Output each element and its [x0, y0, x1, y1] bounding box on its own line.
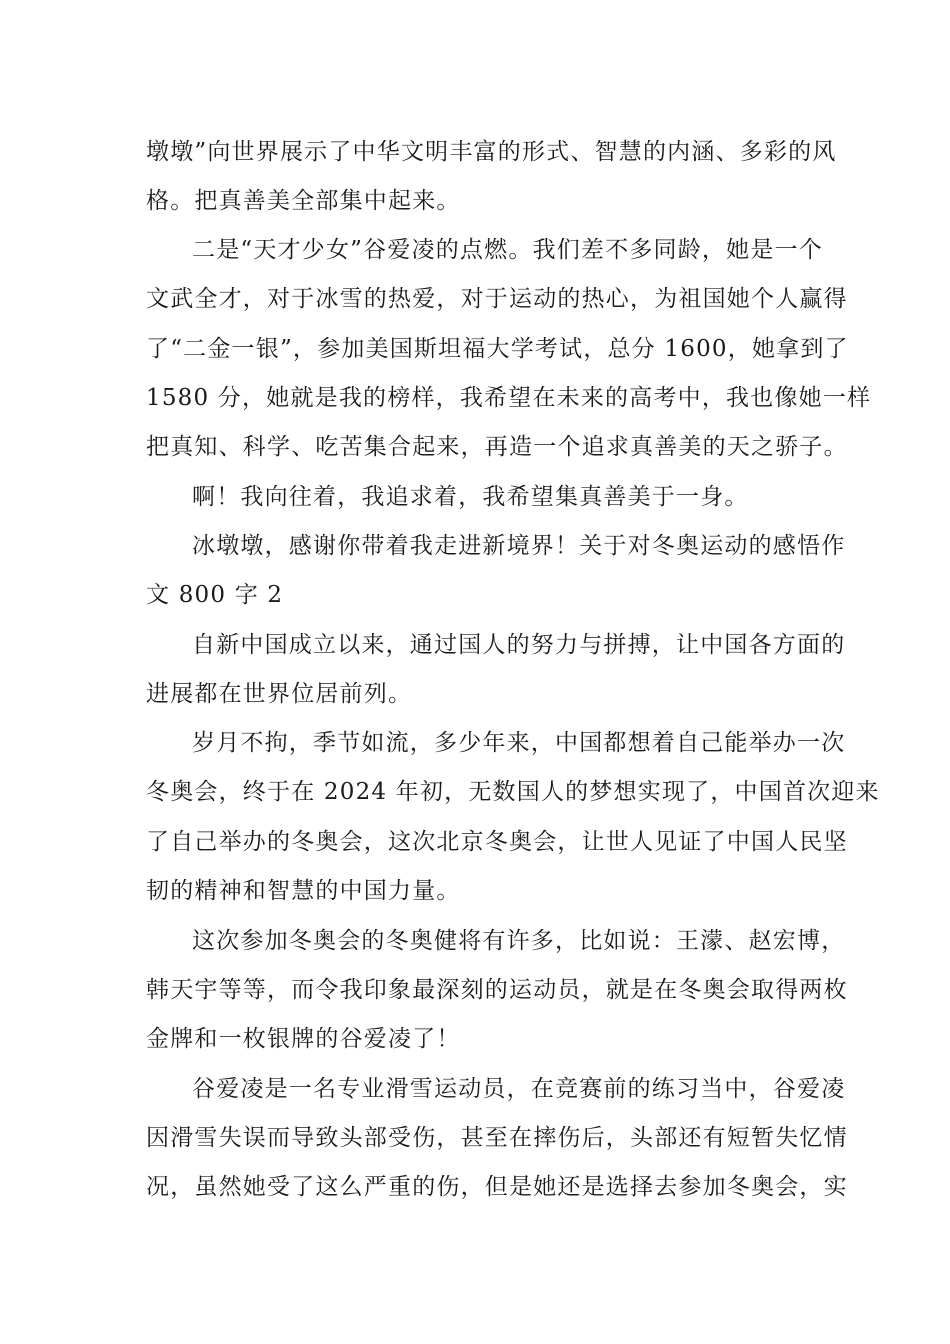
paragraph-start-line: 啊！我向往着，我追求着，我希望集真善美于一身。	[192, 484, 749, 510]
paragraph-start-line: 冰墩墩，感谢你带着我走进新境界！关于对冬奥运动的感悟作	[192, 533, 846, 559]
text-line: 因滑雪失误而导致头部受伤，甚至在摔伤后，头部还有短暂失忆情	[146, 1125, 848, 1151]
text-line: 冬奥会，终于在 2024 年初，无数国人的梦想实现了，中国首次迎来	[146, 779, 880, 805]
text-line: 格。把真善美全部集中起来。	[146, 188, 461, 214]
text-line: 把真知、科学、吃苦集合起来，再造一个追求真善美的天之骄子。	[146, 434, 848, 460]
paragraph-start-line: 二是“天才少女”谷爱凌的点燃。我们差不多同龄，她是一个	[192, 237, 823, 263]
text-line: 韩天宇等等，而令我印象最深刻的运动员，就是在冬奥会取得两枚	[146, 977, 848, 1003]
text-line: 金牌和一枚银牌的谷爱凌了！	[146, 1026, 461, 1052]
text-line: 了“二金一银”，参加美国斯坦福大学考试，总分 1600，她拿到了	[146, 336, 849, 362]
text-line: 墩墩”向世界展示了中华文明丰富的形式、智慧的内涵、多彩的风	[146, 139, 837, 165]
text-line: 文 800 字 2	[146, 582, 284, 608]
paragraph-start-line: 岁月不拘，季节如流，多少年来，中国都想着自己能举办一次	[192, 730, 846, 756]
text-line: 况，虽然她受了这么严重的伤，但是她还是选择去参加冬奥会，实	[146, 1174, 848, 1200]
text-line: 文武全才，对于冰雪的热爱，对于运动的热心，为祖国她个人赢得	[146, 286, 848, 312]
paragraph-start-line: 谷爱凌是一名专业滑雪运动员，在竞赛前的练习当中，谷爱凌	[192, 1076, 846, 1102]
text-line: 韧的精神和智慧的中国力量。	[146, 878, 461, 904]
text-line: 了自己举办的冬奥会，这次北京冬奥会，让世人见证了中国人民坚	[146, 829, 848, 855]
paragraph-start-line: 自新中国成立以来，通过国人的努力与拼搏，让中国各方面的	[192, 632, 846, 658]
text-line: 1580 分，她就是我的榜样，我希望在未来的高考中，我也像她一样	[146, 385, 872, 411]
paragraph-start-line: 这次参加冬奥会的冬奥健将有许多，比如说：王濛、赵宏博，	[192, 928, 846, 954]
text-line: 进展都在世界位居前列。	[146, 681, 413, 707]
